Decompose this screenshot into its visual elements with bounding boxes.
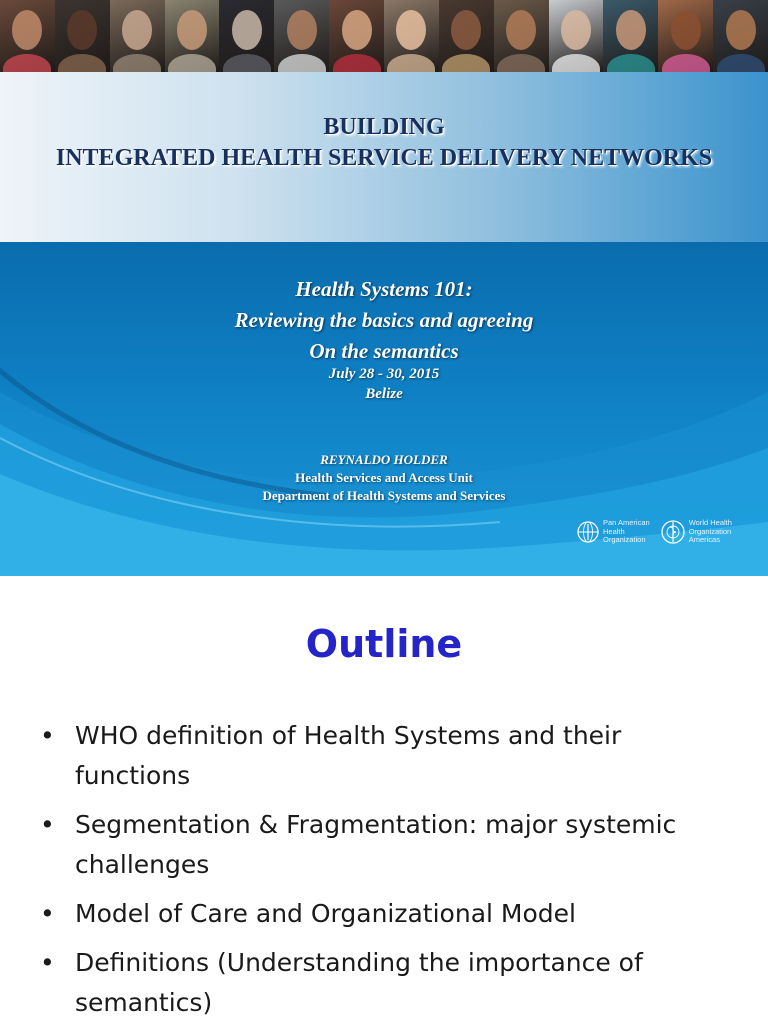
main-title-line-2: INTEGRATED HEALTH SERVICE DELIVERY NETWORKS bbox=[55, 145, 713, 171]
photo-figure-body bbox=[442, 54, 490, 72]
photo-banner bbox=[0, 0, 768, 72]
photo-figure-face bbox=[67, 10, 97, 50]
photo-figure-body bbox=[168, 54, 216, 72]
event-date: July 28 - 30, 2015 bbox=[328, 366, 440, 382]
photo-figure-body bbox=[278, 54, 326, 72]
photo-figure-body bbox=[58, 54, 106, 72]
presenter-block bbox=[0, 451, 768, 505]
photo-figure-face bbox=[726, 10, 756, 50]
photo-figure-body bbox=[497, 54, 545, 72]
banner-photo bbox=[439, 0, 494, 72]
presenter-unit: Health Services and Access Unit bbox=[295, 470, 473, 485]
banner-photo bbox=[274, 0, 329, 72]
banner-photo bbox=[329, 0, 384, 72]
photo-figure-face bbox=[671, 10, 701, 50]
outline-item-text: Definitions (Understanding the importance of semantics) bbox=[75, 948, 643, 1017]
subtitle-line-3: On the semantics bbox=[309, 339, 459, 363]
main-title bbox=[0, 112, 768, 174]
presenter-department: Department of Health Systems and Services bbox=[262, 488, 506, 503]
organization-logos bbox=[576, 514, 762, 550]
paho-emblem-icon bbox=[576, 520, 600, 544]
photo-figure-face bbox=[506, 10, 536, 50]
presenter-name: REYNALDO HOLDER bbox=[320, 452, 448, 467]
event-location: Belize bbox=[365, 386, 403, 402]
photo-figure-body bbox=[3, 54, 51, 72]
banner-photo bbox=[384, 0, 439, 72]
who-emblem-icon bbox=[660, 519, 686, 545]
banner-photo bbox=[603, 0, 658, 72]
bullet-dot: • bbox=[40, 721, 55, 750]
subtitle-line-1: Health Systems 101: bbox=[295, 277, 473, 301]
banner-photo bbox=[658, 0, 713, 72]
banner-photo bbox=[110, 0, 165, 72]
photo-figure-body bbox=[552, 54, 600, 72]
banner-photo bbox=[0, 0, 55, 72]
banner-photo bbox=[549, 0, 604, 72]
bullet-dot: • bbox=[40, 810, 55, 839]
outline-item-text: WHO definition of Health Systems and their functions bbox=[75, 721, 622, 790]
photo-figure-body bbox=[333, 54, 381, 72]
outline-slide bbox=[0, 576, 768, 1024]
outline-title: Outline bbox=[305, 622, 463, 666]
photo-figure-face bbox=[122, 10, 152, 50]
photo-figure-body bbox=[223, 54, 271, 72]
outline-item bbox=[40, 943, 730, 1023]
outline-item-text: Segmentation & Fragmentation: major systemic challenges bbox=[75, 810, 677, 879]
bullet-dot: • bbox=[40, 948, 55, 977]
subtitle-line-2: Reviewing the basics and agreeing bbox=[234, 308, 534, 332]
photo-figure-body bbox=[662, 54, 710, 72]
paho-logo bbox=[576, 519, 650, 545]
photo-figure-body bbox=[717, 54, 765, 72]
photo-figure-face bbox=[12, 10, 42, 50]
outline-item bbox=[40, 894, 730, 934]
photo-figure-face bbox=[232, 10, 262, 50]
outline-list bbox=[40, 716, 730, 1024]
paho-logo-text: Pan American Health Organization bbox=[603, 518, 650, 545]
photo-figure-face bbox=[616, 10, 646, 50]
outline-item-text: Model of Care and Organizational Model bbox=[75, 899, 576, 928]
main-title-line-1: BUILDING bbox=[323, 114, 445, 140]
photo-figure-face bbox=[396, 10, 426, 50]
banner-photo bbox=[713, 0, 768, 72]
photo-figure-face bbox=[451, 10, 481, 50]
photo-figure-body bbox=[113, 54, 161, 72]
photo-figure-body bbox=[607, 54, 655, 72]
bullet-dot: • bbox=[40, 899, 55, 928]
banner-photo bbox=[165, 0, 220, 72]
photo-figure-face bbox=[342, 10, 372, 50]
banner-photo bbox=[219, 0, 274, 72]
outline-item bbox=[40, 805, 730, 885]
photo-figure-body bbox=[387, 54, 435, 72]
banner-photo bbox=[55, 0, 110, 72]
who-logo-text: World Health Organization Americas bbox=[688, 518, 732, 545]
outline-item bbox=[40, 716, 730, 796]
photo-figure-face bbox=[177, 10, 207, 50]
photo-figure-face bbox=[287, 10, 317, 50]
who-logo bbox=[660, 519, 732, 545]
photo-figure-face bbox=[561, 10, 591, 50]
banner-photo bbox=[494, 0, 549, 72]
session-subtitle bbox=[0, 274, 768, 367]
